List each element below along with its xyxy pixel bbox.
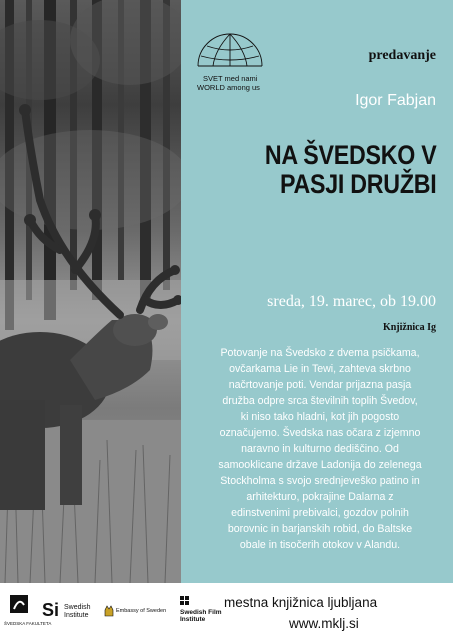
description-line: samooklicane države Ladonija do zelenega (218, 459, 422, 471)
description-line: ki niso tako hladni, kot jih pogosto (240, 411, 400, 423)
description-line: družba odpre srca številnih toplih Švedov, (222, 395, 418, 407)
description-line: naravno in kulturno dediščino. Od (241, 443, 399, 455)
description-line: ovčarkama Lie in Tewi, zahteva skrbno (229, 363, 411, 375)
website-link[interactable]: www.mklj.si (289, 616, 359, 631)
logo-line-1: SVET med nami (203, 74, 258, 83)
event-type: predavanje (368, 48, 436, 63)
description-line: arhitekturo, pokrajine Dalarna z (246, 491, 394, 503)
reindeer-illustration (0, 0, 181, 583)
footer (0, 583, 453, 641)
film-institute-icon (180, 596, 194, 608)
event-venue: Knjižnica Ig (382, 322, 436, 333)
description-line: borovnic in barjanskih robid, do Baltske (227, 523, 413, 535)
speaker-name: Igor Fabjan (355, 92, 436, 109)
si-logo-text: Swedish Institute (64, 604, 91, 619)
si-logo-mark: Si (42, 600, 60, 620)
logo-line-2: WORLD among us (197, 83, 260, 92)
faculty-logo-icon (8, 593, 38, 633)
description-line: edinstvenimi prebivalci, gozdov polnih (231, 507, 409, 519)
reindeer-photo (0, 0, 181, 583)
event-title (264, 141, 436, 199)
title-line-1: NA ŠVEDSKO V (264, 140, 436, 170)
description-line: obale in tisočerih otokov v Alandu. (239, 539, 401, 551)
event-description (200, 345, 440, 553)
description-line: označujemo. Švedska nas očara z izjemno (219, 427, 421, 439)
description-line: Stockholma s svojo srednjeveško patino in (220, 475, 420, 487)
event-date: sreda, 19. marec, ob 19.00 (267, 293, 436, 310)
description-line: načrtovanje poti. Vendar prijazna pasja (228, 379, 412, 391)
library-name: mestna knjižnica ljubljana (224, 595, 378, 610)
film-institute-text: Swedish Film Institute (180, 609, 222, 623)
faculty-logo-text: ŠVEDSKA FAKULTETA (4, 621, 52, 626)
embassy-logo-text: Embassy of Sweden (116, 608, 167, 614)
description-line: Potovanje na Švedsko z dvema psičkama, (220, 347, 420, 359)
title-line-2: PASJI DRUŽBI (279, 169, 436, 199)
crown-icon (104, 604, 114, 618)
